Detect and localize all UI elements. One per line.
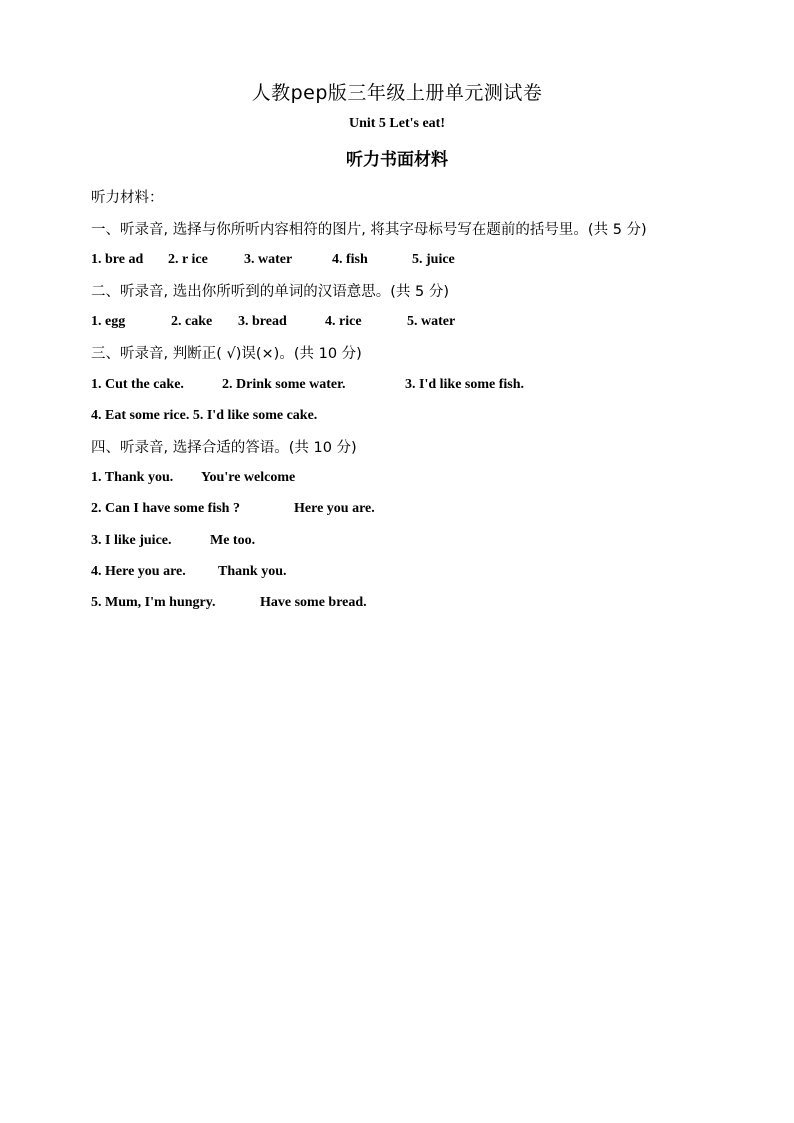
list-item: 3. water xyxy=(244,252,293,267)
page-title: 人教pep版三年级上册单元测试卷 xyxy=(251,82,543,104)
dialogue-row xyxy=(91,470,295,486)
list-item: 4. Eat some rice. 5. I'd like some cake. xyxy=(91,408,318,423)
list-item: 2. cake xyxy=(171,314,213,329)
section-1-items xyxy=(91,252,455,268)
list-item: 1. bre ad xyxy=(91,252,144,267)
list-item: 1. Cut the cake. xyxy=(91,377,184,392)
section-2-heading: 二、听录音, 选出你所听到的单词的汉语意思。(共 5 分) xyxy=(91,284,449,300)
list-item: 4. fish xyxy=(332,252,368,267)
section-heading: 听力书面材料 xyxy=(346,150,448,170)
list-item: 3. I'd like some fish. xyxy=(405,377,525,392)
list-item: 2. Drink some water. xyxy=(222,377,346,392)
section-3-items-row-1 xyxy=(91,377,524,393)
material-label: 听力材料： xyxy=(91,190,164,206)
question-text: 3. I like juice. xyxy=(91,533,172,548)
list-item: 1. egg xyxy=(91,314,126,329)
answer-text: You're welcome xyxy=(201,470,296,485)
section-2-items xyxy=(91,314,455,330)
question-text: 5. Mum, I'm hungry. xyxy=(91,595,216,610)
list-item: 5. juice xyxy=(412,252,455,267)
question-text: 1. Thank you. xyxy=(91,470,174,485)
dialogue-row xyxy=(91,533,255,549)
question-text: 4. Here you are. xyxy=(91,564,186,579)
answer-text: Thank you. xyxy=(218,564,287,579)
list-item: 2. r ice xyxy=(168,252,208,267)
question-text: 2. Can I have some fish ? xyxy=(91,501,240,516)
dialogue-row xyxy=(91,564,286,580)
list-item: 4. rice xyxy=(325,314,362,329)
section-4-heading: 四、听录音, 选择合适的答语。(共 10 分) xyxy=(91,440,357,456)
dialogue-row xyxy=(91,595,367,611)
section-3-items-row-2 xyxy=(91,408,317,424)
section-1-heading: 一、听录音, 选择与你所听内容相符的图片, 将其字母标号写在题前的括号里。(共 5 分) xyxy=(91,222,647,238)
answer-text: Here you are. xyxy=(294,501,375,516)
answer-text: Me too. xyxy=(210,533,256,548)
list-item: 3. bread xyxy=(238,314,287,329)
list-item: 5. water xyxy=(407,314,456,329)
unit-subtitle: Unit 5 Let's eat! xyxy=(348,116,446,131)
answer-text: Have some bread. xyxy=(260,595,367,610)
section-3-heading: 三、听录音, 判断正( √)误(×)。(共 10 分) xyxy=(91,346,362,362)
dialogue-row xyxy=(91,501,375,517)
